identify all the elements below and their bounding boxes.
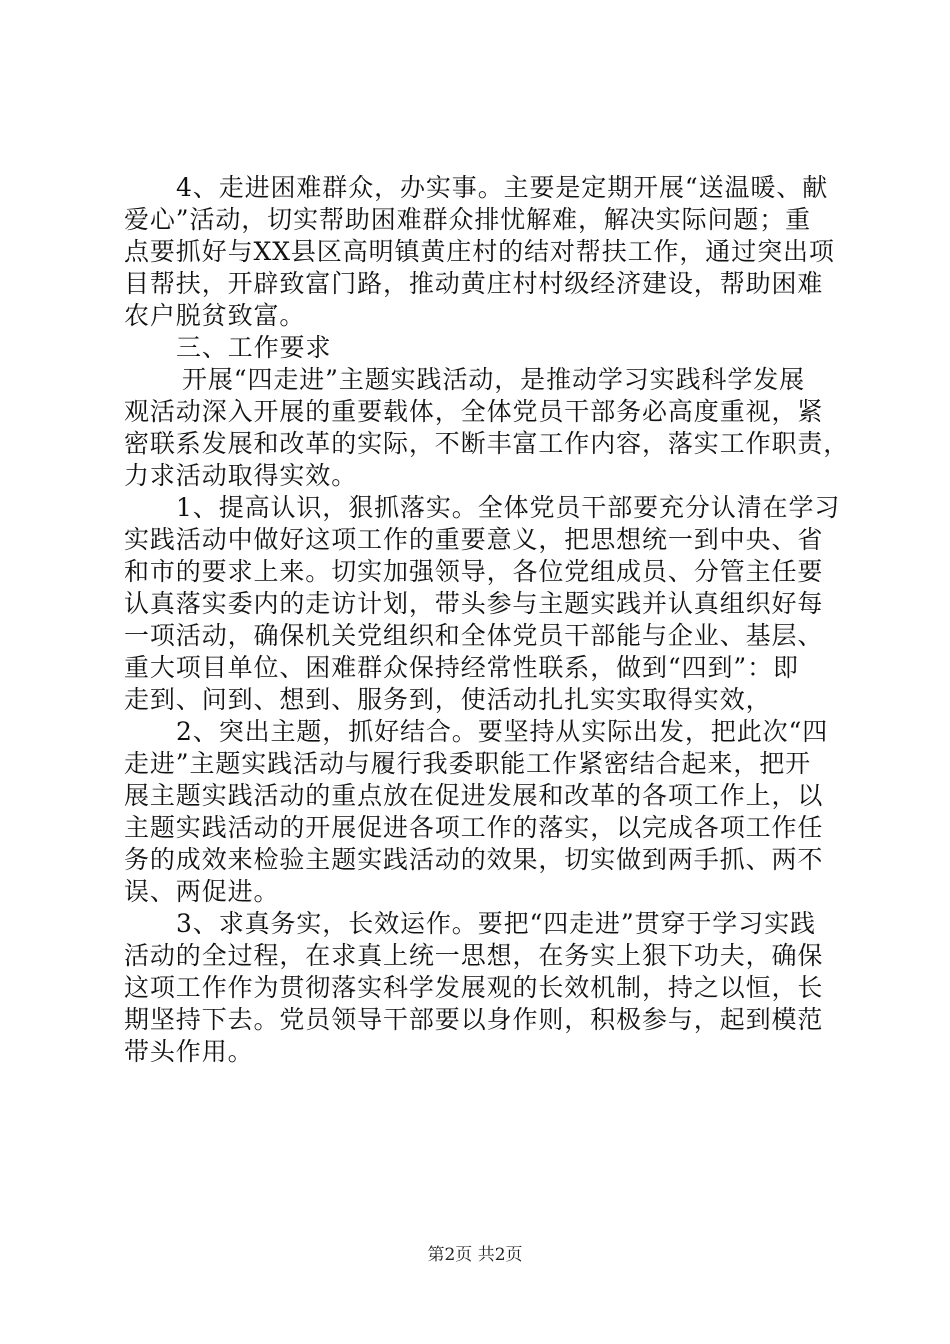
paragraph-line: 一项活动，确保机关党组织和全体党员干部能与企业、基层、 xyxy=(124,621,824,650)
document-body xyxy=(124,172,850,1068)
section-heading: 三、工作要求 xyxy=(176,333,332,362)
paragraph-line: 期坚持下去。党员领导干部要以身作则，积极参与，起到模范 xyxy=(124,1005,824,1034)
paragraph-line: 4、走进困难群众，办实事。主要是定期开展“送温暖、献 xyxy=(176,173,829,202)
paragraph-line: 务的成效来检验主题实践活动的效果，切实做到两手抓、两不 xyxy=(124,845,824,874)
paragraph-line: 展主题实践活动的重点放在促进发展和改革的各项工作上，以 xyxy=(124,781,824,810)
paragraph-line: 2、突出主题，抓好结合。要坚持从实际出发，把此次“四 xyxy=(176,717,829,746)
paragraph-line: 走进”主题实践活动与履行我委职能工作紧密结合起来，把开 xyxy=(124,749,812,778)
paragraph-line: 力求活动取得实效。 xyxy=(124,461,358,490)
paragraph-line: 3、求真务实，长效运作。要把“四走进”贯穿于学习实践 xyxy=(176,909,816,938)
paragraph-line: 开展“四走进”主题实践活动，是推动学习实践科学发展 xyxy=(182,365,806,394)
paragraph-line: 1、提高认识，狠抓落实。全体党员干部要充分认清在学习 xyxy=(176,493,841,522)
paragraph-line: 爱心”活动，切实帮助困难群众排忧解难，解决实际问题；重 xyxy=(124,205,812,234)
paragraph-line: 和市的要求上来。切实加强领导，各位党组成员、分管主任要 xyxy=(124,557,824,586)
paragraph-line: 密联系发展和改革的实际，不断丰富工作内容，落实工作职责， xyxy=(124,429,850,458)
paragraph-line: 活动的全过程，在求真上统一思想，在务实上狠下功夫，确保 xyxy=(124,941,824,970)
paragraph-line: 点要抓好与XX县区高明镇黄庄村的结对帮扶工作，通过突出项 xyxy=(124,237,835,266)
paragraph-line: 主题实践活动的开展促进各项工作的落实，以完成各项工作任 xyxy=(124,813,824,842)
paragraph-line: 农户脱贫致富。 xyxy=(124,301,306,330)
paragraph-line: 目帮扶，开辟致富门路，推动黄庄村村级经济建设，帮助困难 xyxy=(124,269,824,298)
page-number: 第2页 共2页 xyxy=(427,1245,523,1265)
paragraph-line: 带头作用。 xyxy=(124,1037,254,1066)
paragraph-line: 走到、问到、想到、服务到，使活动扎扎实实取得实效， xyxy=(124,685,772,714)
paragraph-line: 这项工作作为贯彻落实科学发展观的长效机制，持之以恒，长 xyxy=(124,973,824,1002)
paragraph-line: 观活动深入开展的重要载体，全体党员干部务必高度重视，紧 xyxy=(124,397,824,426)
paragraph-line: 认真落实委内的走访计划，带头参与主题实践并认真组织好每 xyxy=(124,589,824,618)
paragraph-line: 误、两促进。 xyxy=(124,877,280,906)
paragraph-line: 实践活动中做好这项工作的重要意义，把思想统一到中央、省 xyxy=(124,525,824,554)
page-footer xyxy=(0,1244,950,1266)
paragraph-line: 重大项目单位、困难群众保持经常性联系，做到“四到”：即 xyxy=(124,653,799,682)
